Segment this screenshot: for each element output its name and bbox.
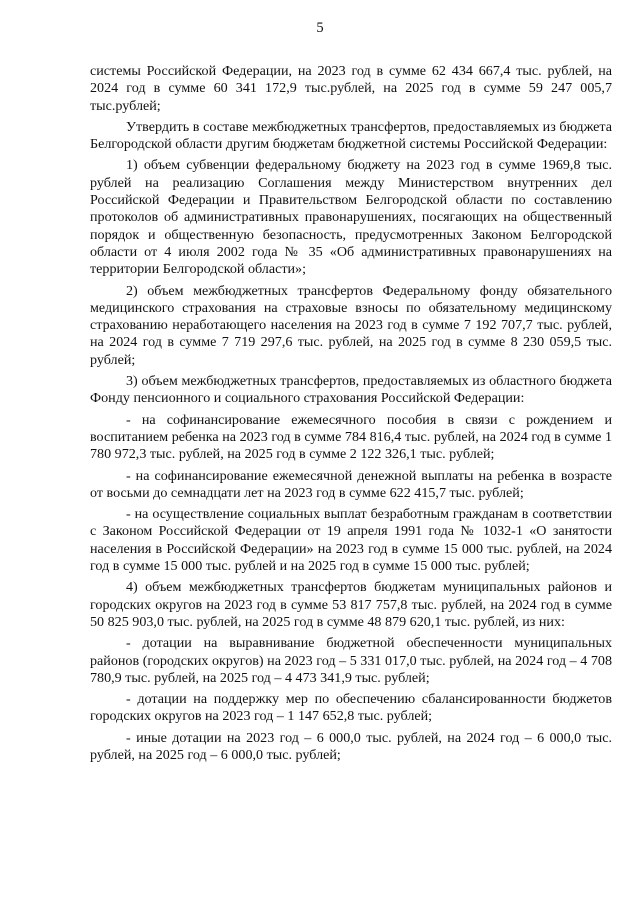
paragraph-approve: Утвердить в составе межбюджетных трансфертов, предоставляемых из бюджета Белгородской области другим бюджетам бюджетной системы Российской Федерации: <box>90 118 612 153</box>
paragraph-item-2: 2) объем межбюджетных трансфертов Федеральному фонду обязательного медицинского страхования на страховые взносы по обязательному медицинскому страхованию неработающего населения на 2023 год в сумме 7 192 707,7 тыс. рублей, на 2024 год в сумме 7 719 297,6 тыс. рублей, на 2025 год в сумме 8 230 059,5 тыс. рублей; <box>90 282 612 368</box>
paragraph-subitem-child-benefit: - на софинансирование ежемесячного пособия в связи с рождением и воспитанием ребенка на 2023 год в сумме 784 816,4 тыс. рублей, на 2024 год в сумме 1 780 972,3 тыс. рублей, на 2025 год в сумме 2 122 326,1 тыс. рублей; <box>90 411 612 463</box>
paragraph-subitem-unemployment: - на осуществление социальных выплат безработным гражданам в соответствии с Законом Российской Федерации от 19 апреля 1991 года № 1032-1 «О занятости населения в Российской Федерации» на 2023 год в сумме 15 000 тыс. рублей, на 2024 год в сумме 15 000 тыс. рублей и на 2025 год в сумме 15 000 тыс. рублей; <box>90 506 612 575</box>
paragraph-continuation: системы Российской Федерации, на 2023 год в сумме 62 434 667,4 тыс. рублей, на 2024 год в сумме 60 341 172,9 тыс.рублей, на 2025 год в сумме 59 247 005,7 тыс.рублей; <box>90 63 612 114</box>
paragraph-item-4: 4) объем межбюджетных трансфертов бюджетам муниципальных районов и городских округов на 2023 год в сумме 53 817 757,8 тыс. рублей, на 2024 год в сумме 50 825 903,0 тыс. рублей, на 2025 год в сумме 48 879 620,1 тыс. рублей, из них: <box>90 579 612 630</box>
paragraph-subitem-child-payment: - на софинансирование ежемесячной денежной выплаты на ребенка в возрасте от восьми до семнадцати лет на 2023 год в сумме 622 415,7 тыс. рублей; <box>90 467 612 501</box>
paragraph-item-3: 3) объем межбюджетных трансфертов, предоставляемых из областного бюджета Фонду пенсионного и социального страхования Российской Федерации: <box>90 373 612 407</box>
paragraph-subitem-equalization: - дотации на выравнивание бюджетной обеспеченности муниципальных районов (городских округов) на 2023 год – 5 331 017,0 тыс. рублей, на 2024 год – 4 708 780,9 тыс. рублей, на 2025 год – 4 473 341,9 тыс. рублей; <box>90 635 612 686</box>
page-number: 5 <box>316 20 324 36</box>
paragraph-subitem-other-grants: - иные дотации на 2023 год – 6 000,0 тыс. рублей, на 2024 год – 6 000,0 тыс. рублей, на 2025 год – 6 000,0 тыс. рублей; <box>90 729 612 763</box>
paragraph-subitem-balance: - дотации на поддержку мер по обеспечению сбалансированности бюджетов городских округов на 2023 год – 1 147 652,8 тыс. рублей; <box>90 691 612 725</box>
paragraph-item-1: 1) объем субвенции федеральному бюджету на 2023 год в сумме 1969,8 тыс. рублей на реализацию Соглашения между Министерством внутренних дел Российской Федерации и Правительством Белгородской области по составлению протоколов об административных правонарушениях, посягающих на общественный порядок и общественную безопасность, предусмотренных Законом Белгородской области от 4 июля 2002 года № 35 «Об административных правонарушениях на территории Белгородской области»; <box>90 157 612 278</box>
document-body <box>90 63 612 768</box>
